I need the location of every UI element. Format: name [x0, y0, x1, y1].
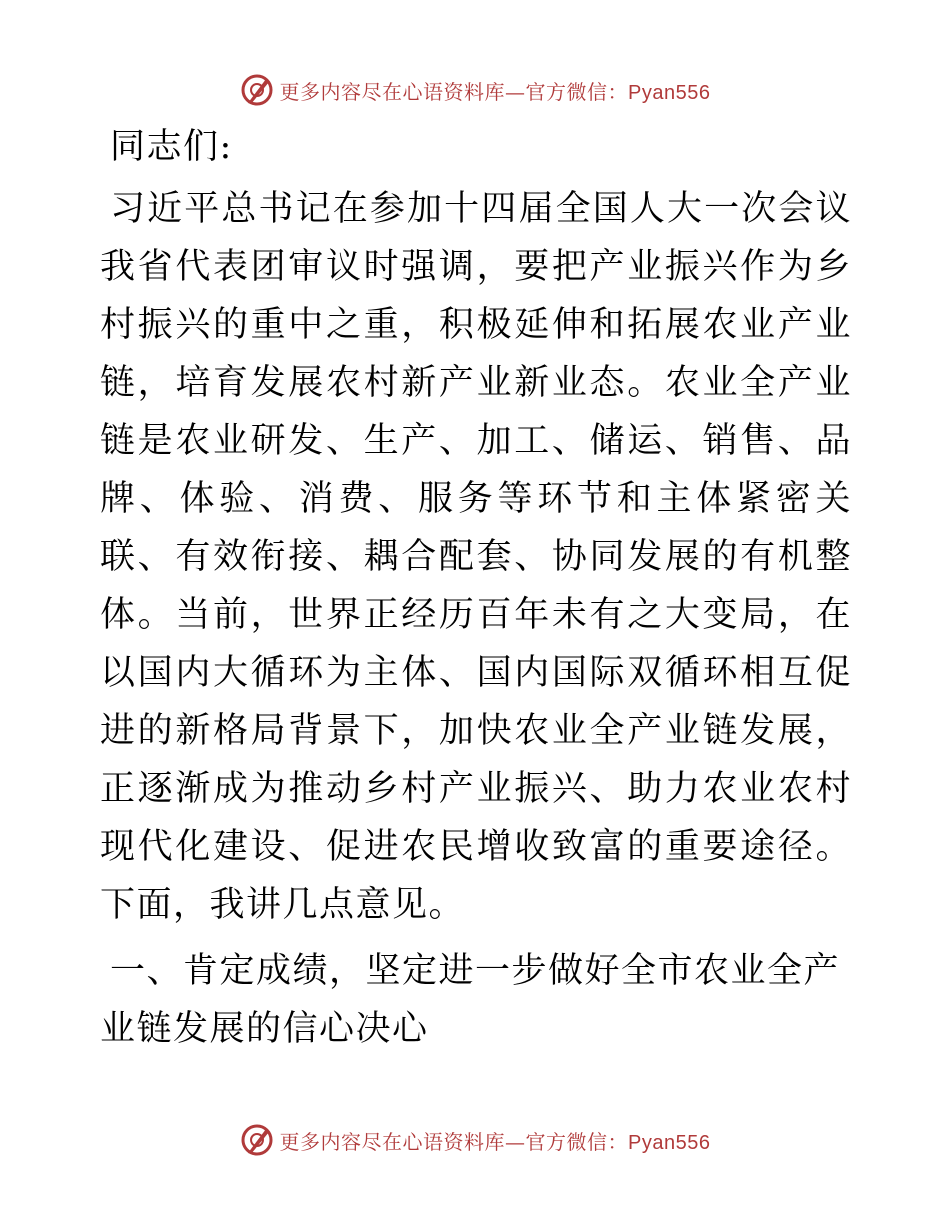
quill-pen-logo-icon	[240, 1123, 274, 1157]
section-heading: 一、肯定成绩，坚定进一步做好全市农业全产业链发展的信心决心	[100, 951, 841, 1049]
document-body	[100, 118, 852, 1058]
watermark-text	[280, 76, 711, 105]
watermark-label: 更多内容尽在心语资料库—官方微信：	[279, 79, 629, 104]
footer-watermark	[0, 1120, 950, 1160]
watermark-wechat-id: Pyan556	[628, 81, 711, 104]
salutation: 同志们:	[110, 127, 233, 167]
watermark-wechat-id: Pyan556	[628, 1131, 711, 1154]
watermark-text	[280, 1126, 711, 1155]
header-watermark	[0, 70, 950, 110]
quill-pen-logo-icon	[240, 73, 274, 107]
watermark-label: 更多内容尽在心语资料库—官方微信：	[279, 1129, 629, 1154]
body-paragraph: 习近平总书记在参加十四届全国人大一次会议我省代表团审议时强调，要把产业振兴作为乡村振兴的重中之重，积极延伸和拓展农业产业链，培育发展农村新产业新业态。农业全产业链是农业研发、生产、加工、储运、销售、品牌、体验、消费、服务等环节和主体紧密关联、有效衔接、耦合配套、协同发展的有机整体。当前，世界正经历百年未有之大变局，在以国内大循环为主体、国内国际双循环相互促进的新格局背景下，加快农业全产业链发展，正逐渐成为推动乡村产业振兴、助力农业农村现代化建设、促进农民增收致富的重要途径。下面，我讲几点意见。	[100, 189, 852, 925]
